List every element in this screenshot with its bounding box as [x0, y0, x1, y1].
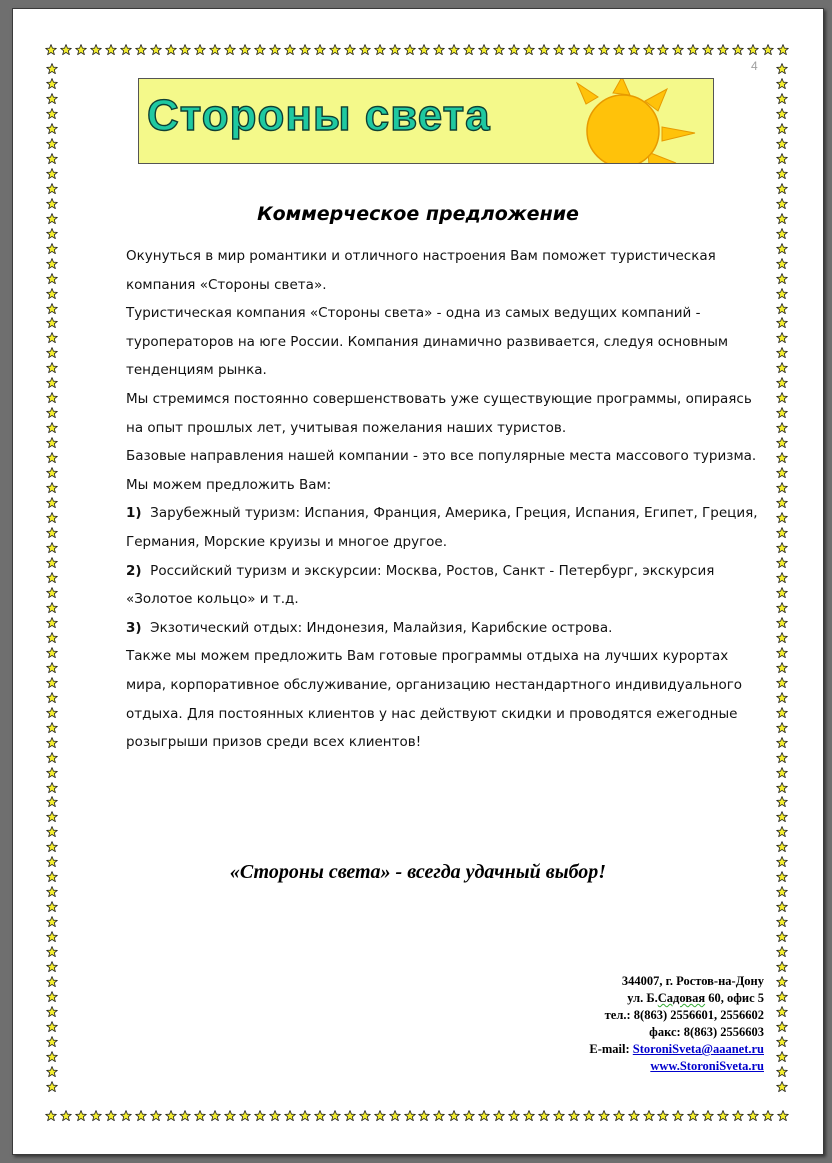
star-icon — [478, 44, 490, 56]
star-icon — [776, 138, 788, 150]
star-icon — [165, 1110, 177, 1122]
star-icon — [374, 1110, 386, 1122]
star-icon — [776, 826, 788, 838]
star-icon — [776, 78, 788, 90]
star-icon — [493, 44, 505, 56]
list-item-number: 2) — [126, 562, 142, 579]
star-icon — [359, 44, 371, 56]
star-icon — [628, 1110, 640, 1122]
star-icon — [776, 452, 788, 464]
star-icon — [165, 44, 177, 56]
star-icon — [776, 258, 788, 270]
star-icon — [568, 44, 580, 56]
company-banner — [138, 78, 714, 164]
star-icon — [776, 63, 788, 75]
star-icon — [776, 392, 788, 404]
star-icon — [776, 782, 788, 794]
star-icon — [46, 288, 58, 300]
star-icon — [224, 44, 236, 56]
star-icon — [583, 44, 595, 56]
star-icon — [46, 826, 58, 838]
address-line: 344007, г. Ростов-на-Дону — [621, 974, 764, 988]
star-icon — [105, 44, 117, 56]
star-icon — [448, 44, 460, 56]
star-icon — [776, 437, 788, 449]
star-icon — [46, 572, 58, 584]
star-icon — [46, 811, 58, 823]
star-icon — [776, 946, 788, 958]
star-icon — [46, 362, 58, 374]
paragraph-goals: Мы стремимся постоянно совершенствовать уже существующие программы, опираясь на опыт прошлых лет, учитывая пожелания наших туристов. — [126, 390, 752, 436]
star-icon — [613, 1110, 625, 1122]
star-icon — [762, 1110, 774, 1122]
star-icon — [776, 602, 788, 614]
star-icon — [687, 1110, 699, 1122]
star-icon — [90, 1110, 102, 1122]
star-icon — [613, 44, 625, 56]
star-icon — [657, 1110, 669, 1122]
star-icon — [776, 512, 788, 524]
star-icon — [717, 44, 729, 56]
star-icon — [776, 542, 788, 554]
star-icon — [776, 288, 788, 300]
star-icon — [538, 1110, 550, 1122]
star-icon — [46, 467, 58, 479]
star-icon — [776, 317, 788, 329]
star-icon — [46, 93, 58, 105]
star-icon — [90, 44, 102, 56]
website-line — [589, 1058, 764, 1075]
list-item-text: Экзотический отдых: Индонезия, Малайзия, Карибские острова. — [150, 619, 613, 636]
star-icon — [120, 44, 132, 56]
star-icon — [46, 153, 58, 165]
star-icon — [568, 1110, 580, 1122]
star-icon — [299, 44, 311, 56]
star-icon — [46, 1036, 58, 1048]
list-item — [126, 499, 766, 556]
star-icon — [776, 1081, 788, 1093]
star-icon — [776, 362, 788, 374]
star-icon — [776, 1051, 788, 1063]
star-icon — [45, 1110, 57, 1122]
star-icon — [404, 44, 416, 56]
document-page — [12, 8, 824, 1155]
star-icon — [46, 1051, 58, 1063]
star-icon — [46, 63, 58, 75]
star-icon — [747, 44, 759, 56]
star-icon — [46, 422, 58, 434]
star-icon — [776, 1036, 788, 1048]
star-icon — [284, 1110, 296, 1122]
website-link[interactable]: www.StoroniSveta.ru — [650, 1059, 764, 1073]
star-icon — [46, 602, 58, 614]
star-border-top — [45, 43, 789, 57]
star-icon — [75, 44, 87, 56]
star-icon — [463, 1110, 475, 1122]
star-icon — [46, 737, 58, 749]
star-icon — [776, 1066, 788, 1078]
star-icon — [344, 44, 356, 56]
star-icon — [46, 317, 58, 329]
star-icon — [776, 168, 788, 180]
star-icon — [776, 662, 788, 674]
star-icon — [389, 44, 401, 56]
star-icon — [314, 1110, 326, 1122]
star-icon — [46, 332, 58, 344]
star-icon — [776, 752, 788, 764]
star-icon — [46, 1066, 58, 1078]
star-icon — [448, 1110, 460, 1122]
star-icon — [46, 183, 58, 195]
star-icon — [776, 482, 788, 494]
star-icon — [46, 303, 58, 315]
star-icon — [254, 1110, 266, 1122]
star-icon — [776, 557, 788, 569]
star-icon — [179, 44, 191, 56]
star-icon — [46, 243, 58, 255]
body-text — [126, 242, 766, 757]
street-line — [589, 990, 764, 1007]
star-icon — [46, 961, 58, 973]
star-icon — [702, 44, 714, 56]
star-icon — [46, 647, 58, 659]
star-icon — [776, 991, 788, 1003]
star-icon — [776, 243, 788, 255]
star-icon — [776, 273, 788, 285]
star-icon — [46, 512, 58, 524]
star-icon — [583, 1110, 595, 1122]
star-icon — [776, 377, 788, 389]
star-icon — [776, 961, 788, 973]
star-icon — [46, 1006, 58, 1018]
star-icon — [776, 183, 788, 195]
page-number: 4 — [751, 59, 758, 73]
star-icon — [46, 392, 58, 404]
star-icon — [46, 617, 58, 629]
star-icon — [46, 632, 58, 644]
star-icon — [672, 1110, 684, 1122]
star-icon — [46, 527, 58, 539]
star-icon — [46, 931, 58, 943]
star-icon — [672, 44, 684, 56]
star-icon — [46, 258, 58, 270]
star-icon — [46, 901, 58, 913]
star-icon — [776, 93, 788, 105]
star-icon — [329, 44, 341, 56]
list-item-text: Зарубежный туризм: Испания, Франция, Америка, Греция, Испания, Египет, Греция, Германия, Морские круизы и многое другое. — [126, 505, 758, 550]
email-label: E-mail: — [589, 1042, 633, 1056]
star-icon — [239, 1110, 251, 1122]
star-icon — [314, 44, 326, 56]
star-icon — [493, 1110, 505, 1122]
list-item-text: Российский туризм и экскурсии: Москва, Ростов, Санкт - Петербург, экскурсия «Золотое кольцо» и т.д. — [126, 562, 715, 608]
star-icon — [687, 44, 699, 56]
star-icon — [776, 647, 788, 659]
star-icon — [776, 153, 788, 165]
star-icon — [46, 796, 58, 808]
star-icon — [747, 1110, 759, 1122]
star-icon — [776, 527, 788, 539]
star-icon — [433, 44, 445, 56]
star-icon — [598, 44, 610, 56]
star-icon — [776, 632, 788, 644]
star-icon — [60, 44, 72, 56]
paragraph-intro: Окунуться в мир романтики и отличного настроения Вам поможет туристическая компания «Стороны света». — [126, 248, 716, 293]
star-icon — [329, 1110, 341, 1122]
star-icon — [776, 123, 788, 135]
star-icon — [150, 44, 162, 56]
star-icon — [776, 931, 788, 943]
star-icon — [46, 407, 58, 419]
paragraph-directions: Базовые направления нашей компании - это все популярные места массового туризма. Мы можем предложить Вам: — [126, 448, 757, 493]
star-icon — [46, 707, 58, 719]
page-heading: Коммерческое предложение — [257, 203, 579, 225]
star-icon — [776, 572, 788, 584]
star-icon — [433, 1110, 445, 1122]
star-icon — [46, 677, 58, 689]
star-icon — [135, 1110, 147, 1122]
email-link[interactable]: StoroniSveta@aaanet.ru — [632, 1042, 764, 1056]
street-suffix: 60, офис 5 — [705, 991, 764, 1005]
star-icon — [776, 796, 788, 808]
star-icon — [45, 44, 57, 56]
star-icon — [46, 841, 58, 853]
star-icon — [209, 44, 221, 56]
star-icon — [478, 1110, 490, 1122]
star-icon — [508, 44, 520, 56]
star-icon — [46, 347, 58, 359]
star-border-bottom — [45, 1109, 789, 1123]
fax-line: факс: 8(863) 2556603 — [649, 1025, 764, 1039]
paragraph-company: Туристическая компания «Стороны света» - одна из самых ведущих компаний - туроператоров на юге России. Компания динамично развивается, следуя основным тенденциям рынка. — [126, 305, 729, 379]
star-icon — [776, 332, 788, 344]
star-icon — [150, 1110, 162, 1122]
star-icon — [209, 1110, 221, 1122]
star-icon — [508, 1110, 520, 1122]
star-icon — [463, 44, 475, 56]
star-icon — [776, 1006, 788, 1018]
street-prefix: ул. Б. — [627, 991, 658, 1005]
star-icon — [628, 44, 640, 56]
star-icon — [46, 138, 58, 150]
star-icon — [46, 662, 58, 674]
star-icon — [643, 1110, 655, 1122]
star-icon — [46, 557, 58, 569]
star-icon — [374, 44, 386, 56]
star-icon — [523, 1110, 535, 1122]
star-icon — [418, 1110, 430, 1122]
star-icon — [46, 542, 58, 554]
star-icon — [224, 1110, 236, 1122]
star-icon — [762, 44, 774, 56]
star-icon — [46, 1021, 58, 1033]
star-icon — [46, 722, 58, 734]
paragraph-offer: Также мы можем предложить Вам готовые программы отдыха на лучших курортах мира, корпоративное обслуживание, организацию нестандартного индивидуального отдыха. Для постоянных клиентов у нас действуют скидки и проводятся ежегодные розыгрыши призов среди всех клиентов! — [126, 648, 743, 751]
star-icon — [46, 228, 58, 240]
star-icon — [60, 1110, 72, 1122]
star-icon — [553, 1110, 565, 1122]
star-icon — [46, 587, 58, 599]
star-icon — [776, 677, 788, 689]
star-icon — [538, 44, 550, 56]
star-icon — [776, 422, 788, 434]
star-icon — [776, 707, 788, 719]
star-icon — [46, 437, 58, 449]
star-icon — [776, 108, 788, 120]
star-icon — [46, 108, 58, 120]
star-icon — [239, 44, 251, 56]
email-line — [589, 1041, 764, 1058]
star-icon — [776, 1021, 788, 1033]
star-icon — [135, 44, 147, 56]
list-item-number: 3) — [126, 619, 142, 636]
star-icon — [776, 841, 788, 853]
star-icon — [284, 44, 296, 56]
star-icon — [776, 587, 788, 599]
list-item — [126, 614, 766, 643]
star-icon — [776, 886, 788, 898]
star-icon — [46, 767, 58, 779]
star-icon — [46, 782, 58, 794]
star-icon — [75, 1110, 87, 1122]
star-icon — [46, 377, 58, 389]
star-icon — [46, 752, 58, 764]
star-icon — [46, 946, 58, 958]
star-icon — [776, 692, 788, 704]
star-icon — [418, 44, 430, 56]
star-icon — [776, 347, 788, 359]
star-icon — [46, 452, 58, 464]
star-icon — [776, 722, 788, 734]
star-icon — [194, 44, 206, 56]
star-icon — [776, 303, 788, 315]
street-name: Садовая — [657, 991, 706, 1005]
star-icon — [46, 123, 58, 135]
star-icon — [776, 811, 788, 823]
star-icon — [46, 692, 58, 704]
star-icon — [776, 497, 788, 509]
star-icon — [776, 916, 788, 928]
star-icon — [299, 1110, 311, 1122]
star-icon — [46, 1081, 58, 1093]
star-icon — [717, 1110, 729, 1122]
star-icon — [46, 273, 58, 285]
slogan: «Стороны света» - всегда удачный выбор! — [229, 861, 607, 883]
star-icon — [46, 168, 58, 180]
star-icon — [46, 482, 58, 494]
star-icon — [777, 44, 789, 56]
list-item — [126, 557, 766, 614]
star-icon — [657, 44, 669, 56]
star-icon — [523, 44, 535, 56]
star-icon — [776, 737, 788, 749]
star-icon — [105, 1110, 117, 1122]
banner-title: Стороны света — [147, 91, 491, 140]
star-icon — [732, 44, 744, 56]
star-icon — [702, 1110, 714, 1122]
star-icon — [776, 617, 788, 629]
contact-block — [589, 973, 764, 1075]
star-icon — [179, 1110, 191, 1122]
star-icon — [776, 467, 788, 479]
star-icon — [269, 1110, 281, 1122]
list-item-number: 1) — [126, 505, 142, 522]
star-icon — [404, 1110, 416, 1122]
star-icon — [732, 1110, 744, 1122]
star-icon — [46, 497, 58, 509]
star-icon — [120, 1110, 132, 1122]
star-icon — [776, 407, 788, 419]
star-icon — [776, 901, 788, 913]
star-icon — [46, 78, 58, 90]
star-icon — [46, 991, 58, 1003]
phone-line: тел.: 8(863) 2556601, 2556602 — [604, 1008, 764, 1022]
star-icon — [553, 44, 565, 56]
star-icon — [776, 228, 788, 240]
star-icon — [389, 1110, 401, 1122]
star-icon — [194, 1110, 206, 1122]
star-icon — [598, 1110, 610, 1122]
star-icon — [46, 976, 58, 988]
star-icon — [254, 44, 266, 56]
star-icon — [776, 767, 788, 779]
star-icon — [359, 1110, 371, 1122]
star-icon — [269, 44, 281, 56]
star-icon — [46, 916, 58, 928]
star-icon — [46, 886, 58, 898]
star-icon — [643, 44, 655, 56]
star-icon — [777, 1110, 789, 1122]
star-icon — [776, 976, 788, 988]
star-icon — [344, 1110, 356, 1122]
